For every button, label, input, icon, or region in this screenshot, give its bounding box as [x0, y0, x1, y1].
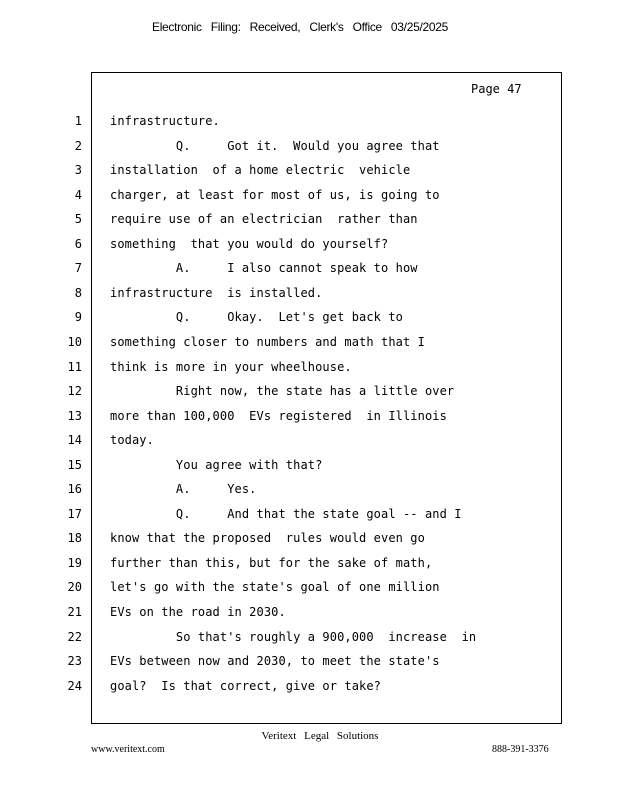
transcript-line: further than this, but for the sake of math,	[110, 556, 433, 570]
transcript-line: something that you would do yourself?	[110, 237, 389, 251]
footer-phone: 888-391-3376	[492, 744, 549, 755]
line-number: 13	[67, 409, 82, 423]
line-number: 18	[67, 531, 82, 545]
line-number: 6	[74, 237, 82, 251]
transcript-line: Q. Got it. Would you agree that	[110, 139, 440, 153]
transcript-line: think is more in your wheelhouse.	[110, 360, 352, 374]
line-number: 14	[67, 433, 82, 447]
transcript-line: EVs between now and 2030, to meet the state's	[110, 654, 440, 668]
line-number: 1	[74, 114, 82, 128]
line-number: 23	[67, 654, 82, 668]
transcript-line: infrastructure is installed.	[110, 286, 323, 300]
line-number: 11	[67, 360, 82, 374]
transcript-line: require use of an electrician rather than	[110, 212, 418, 226]
transcript-line: A. I also cannot speak to how	[110, 261, 418, 275]
transcript-line: something closer to numbers and math that I	[110, 335, 425, 349]
transcript-line: So that's roughly a 900,000 increase in	[110, 630, 477, 644]
transcript-line: know that the proposed rules would even go	[110, 531, 425, 545]
line-number: 12	[67, 384, 82, 398]
transcript-line: Q. Okay. Let's get back to	[110, 310, 403, 324]
line-number: 21	[67, 605, 82, 619]
line-number: 17	[67, 507, 82, 521]
transcript-line: let's go with the state's goal of one million	[110, 580, 440, 594]
line-number: 3	[74, 163, 82, 177]
line-number: 2	[74, 139, 82, 153]
line-number: 16	[67, 482, 82, 496]
line-number: 24	[67, 679, 82, 693]
line-number: 19	[67, 556, 82, 570]
footer-company: Veritext Legal Solutions	[261, 730, 379, 742]
line-number: 20	[67, 580, 82, 594]
filing-stamp: Electronic Filing: Received, Clerk's Office 03/25/2025	[151, 20, 448, 34]
line-number: 9	[74, 310, 82, 324]
transcript-line: goal? Is that correct, give or take?	[110, 679, 382, 693]
transcript-line: charger, at least for most of us, is going to	[110, 188, 440, 202]
footer-website: www.veritext.com	[91, 744, 165, 755]
transcript-line: EVs on the road in 2030.	[110, 605, 286, 619]
line-number: 4	[74, 188, 82, 202]
transcript-line: more than 100,000 EVs registered in Illinois	[110, 409, 447, 423]
transcript-line: infrastructure.	[110, 114, 220, 128]
line-number: 7	[74, 261, 82, 275]
line-number: 15	[67, 458, 82, 472]
transcript-line: today.	[110, 433, 154, 447]
transcript-line: You agree with that?	[110, 458, 323, 472]
line-number: 5	[74, 212, 82, 226]
transcript-line: A. Yes.	[110, 482, 257, 496]
line-number: 22	[67, 630, 82, 644]
transcript-line: installation of a home electric vehicle	[110, 163, 411, 177]
line-number: 8	[74, 286, 82, 300]
transcript-line: Q. And that the state goal -- and I	[110, 507, 462, 521]
page-number: Page 47	[471, 82, 522, 96]
transcript-line: Right now, the state has a little over	[110, 384, 455, 398]
line-number: 10	[67, 335, 82, 349]
